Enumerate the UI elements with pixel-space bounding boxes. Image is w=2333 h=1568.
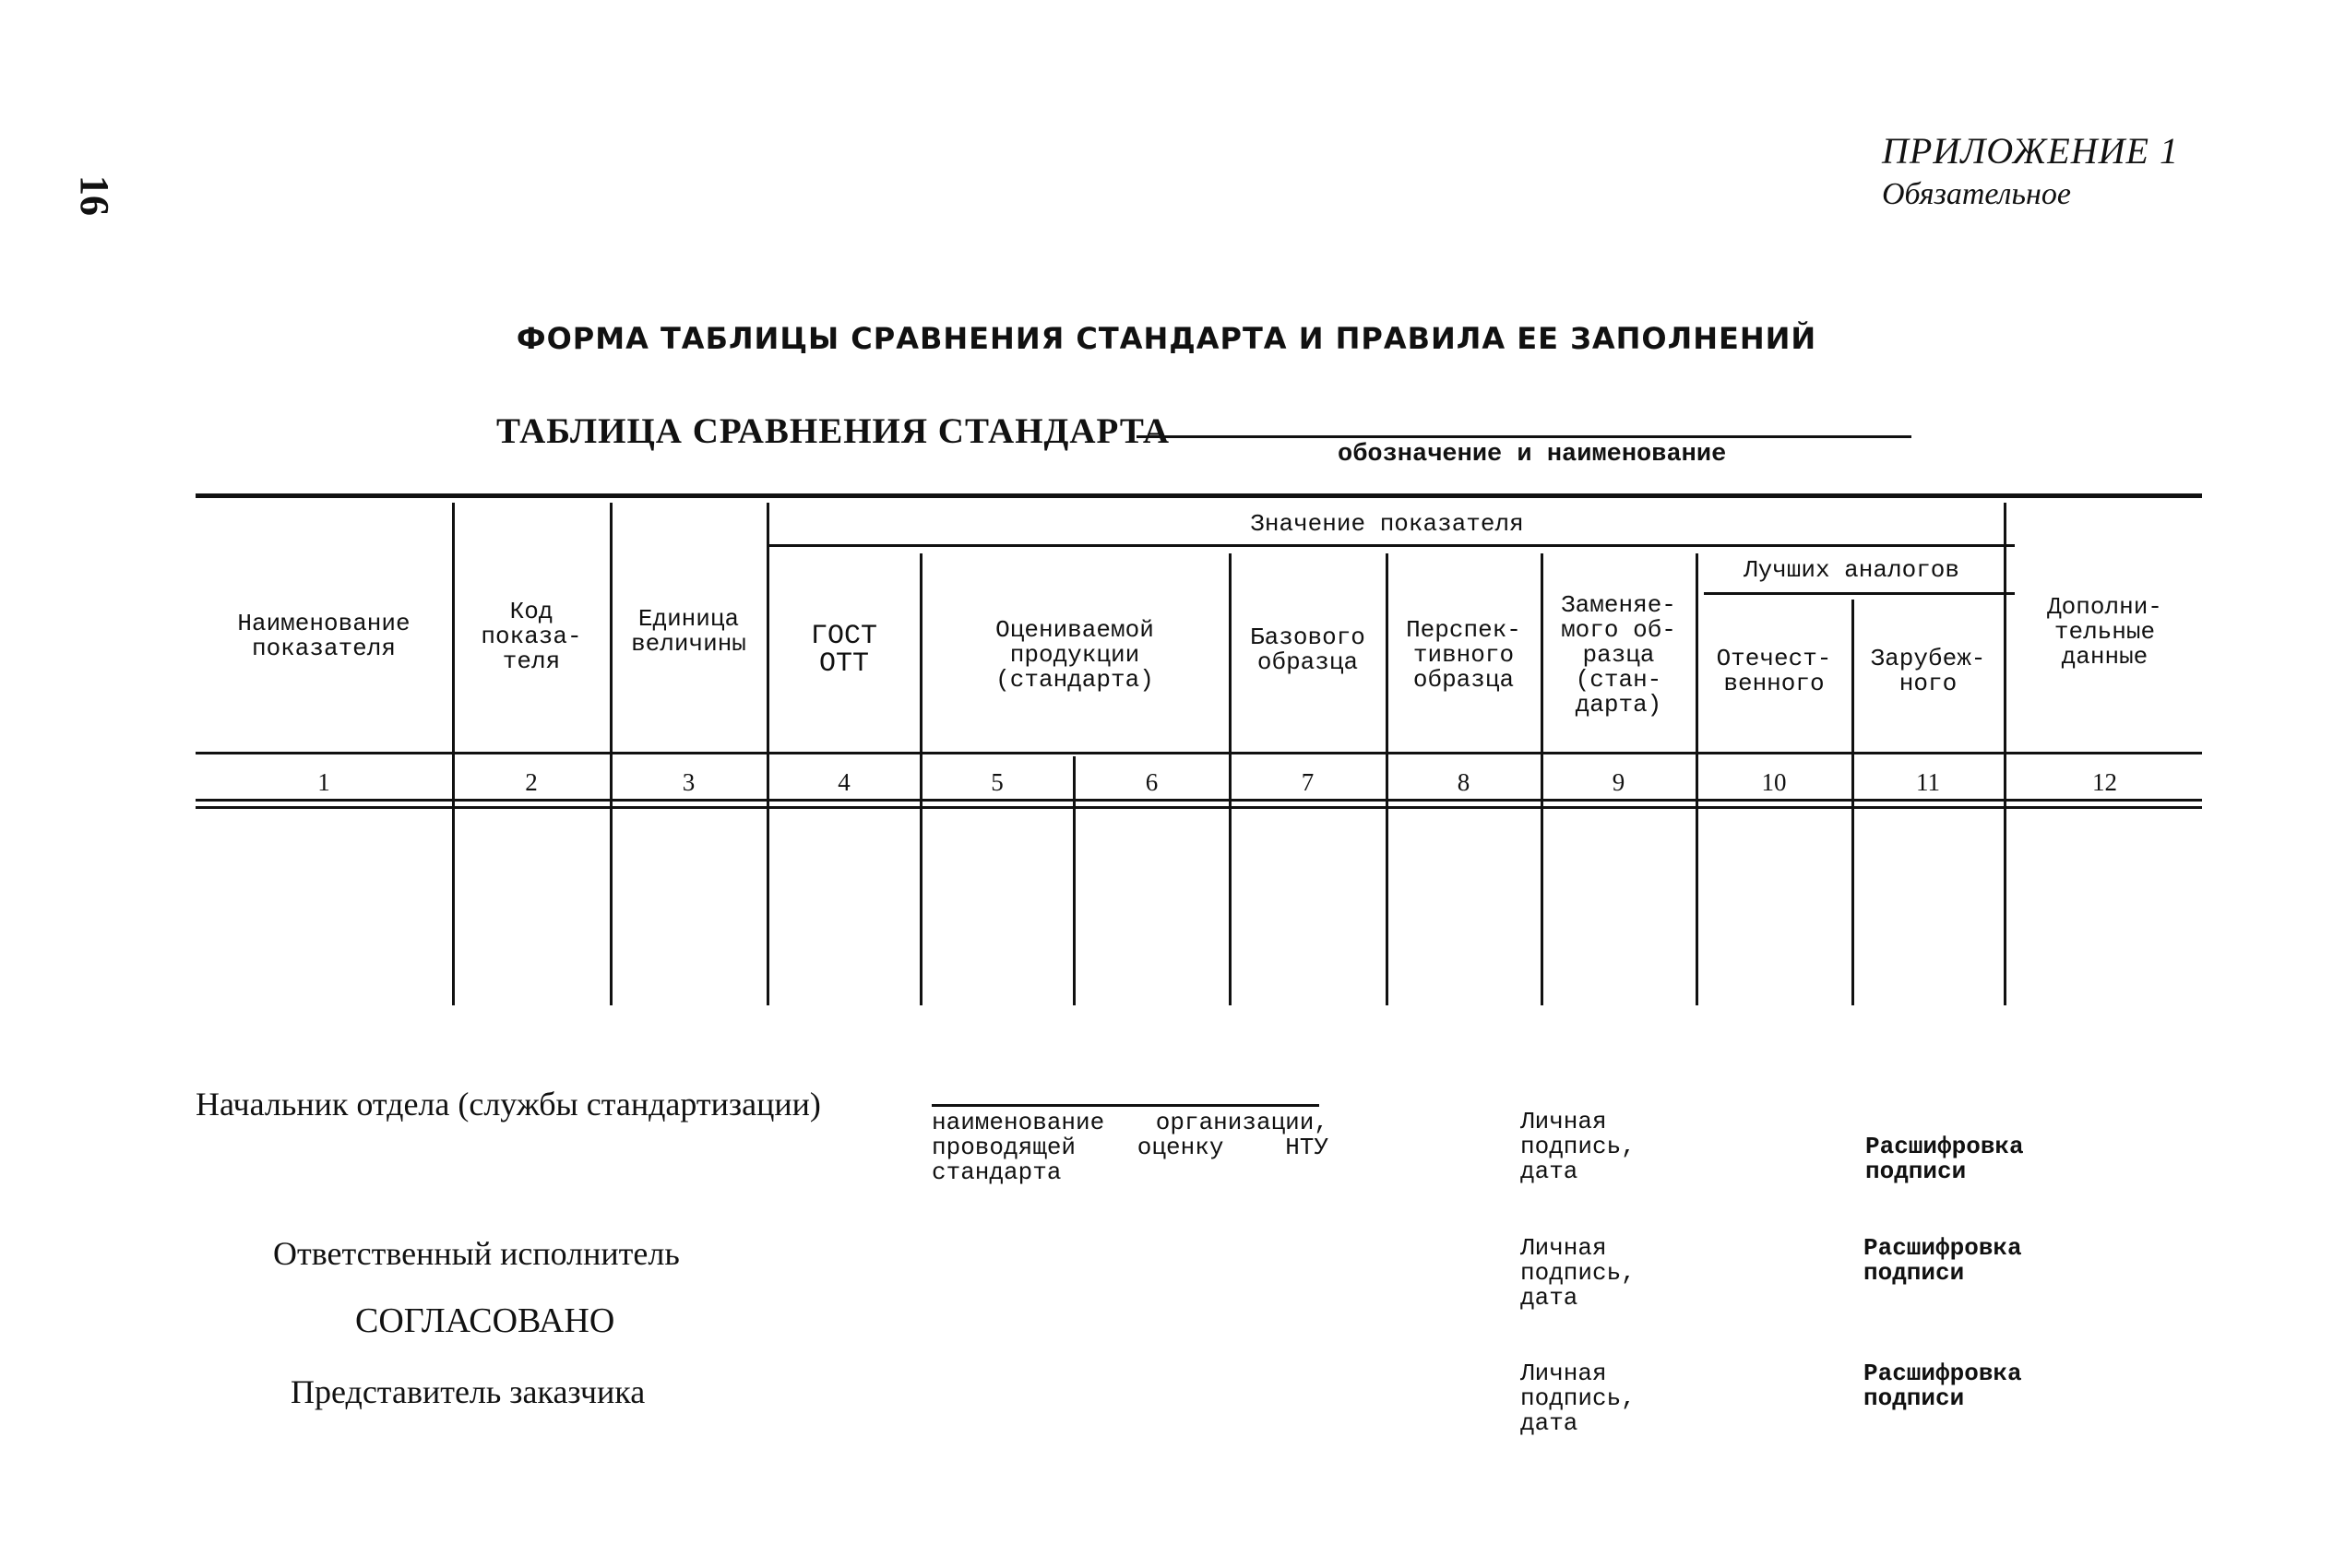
- header-evaluated: Оцениваемой продукции (стандарта): [995, 615, 1154, 694]
- column-number: 2: [525, 768, 538, 796]
- personal-signature-caption: Личная подпись, дата: [1520, 1234, 1636, 1312]
- personal-signature-caption: Личная подпись, дата: [1520, 1360, 1636, 1437]
- form-heading: ФОРМА ТАБЛИЦЫ СРАВНЕНИЯ СТАНДАРТА И ПРАВИЛА ЕЕ ЗАПОЛНЕНИЙ: [516, 321, 1817, 356]
- column-number: 9: [1612, 768, 1625, 796]
- header-replaced: Заменяе- мого об- разца (стан- дарта): [1561, 590, 1676, 719]
- column-number: 7: [1301, 768, 1315, 796]
- table-title: ТАБЛИЦА СРАВНЕНИЯ СТАНДАРТА: [496, 411, 1171, 451]
- signature-decoding-caption: Расшифровка подписи: [1865, 1133, 2024, 1185]
- column-divider: [610, 503, 613, 1005]
- column-divider: [1851, 600, 1854, 1005]
- numbers-double-rule-top: [196, 799, 2202, 802]
- header-indicator-code: Код показа- теля: [481, 597, 582, 675]
- personal-signature-caption: Личная подпись, дата: [1520, 1108, 1636, 1185]
- org-fill-line: [932, 1104, 1319, 1107]
- page-number: 16: [72, 175, 117, 216]
- customer-representative-label: Представитель заказчика: [291, 1373, 646, 1410]
- column-number: 8: [1457, 768, 1470, 796]
- column-number: 1: [317, 768, 330, 796]
- table-title-caption: обозначение и наименование: [1338, 441, 1727, 469]
- signature-decoding-caption: Расшифровка подписи: [1863, 1360, 2022, 1412]
- column-number: 11: [1916, 768, 1940, 796]
- executor-label: Ответственный исполнитель: [273, 1235, 680, 1272]
- value-group-rule: [769, 544, 2015, 547]
- column-number: 4: [838, 768, 851, 796]
- column-number: 6: [1145, 768, 1159, 796]
- column-divider: [1696, 553, 1698, 1005]
- appendix-subtitle: Обязательное: [1882, 177, 2071, 211]
- column-divider: [452, 503, 455, 1005]
- header-domestic: Отечест- венного: [1716, 644, 1832, 697]
- column-divider: [2004, 503, 2006, 1005]
- header-base: Базового образца: [1250, 624, 1365, 676]
- numbers-double-rule-bottom: [196, 806, 2202, 809]
- column-divider: [1541, 553, 1543, 1005]
- agreed-label: СОГЛАСОВАНО: [355, 1301, 615, 1340]
- column-number: 12: [2092, 768, 2117, 796]
- header-bottom-rule: [196, 752, 2202, 754]
- column-divider: [1229, 553, 1232, 1005]
- header-foreign: Зарубеж- ного: [1870, 644, 1986, 697]
- signature-decoding-caption: Расшифровка подписи: [1863, 1234, 2022, 1287]
- column-divider: [767, 503, 769, 1005]
- head-of-department-label: Начальник отдела (службы стандартизации): [196, 1086, 821, 1123]
- header-perspective: Перспек- тивного образца: [1406, 615, 1521, 694]
- column-divider: [1386, 553, 1388, 1005]
- column-divider: [1073, 756, 1076, 1005]
- column-divider: [920, 553, 922, 1005]
- org-caption: наименование организации, проводящей оценку НТУ стандарта: [932, 1109, 1328, 1186]
- header-unit: Единица величины: [631, 605, 746, 658]
- column-number: 10: [1761, 768, 1787, 796]
- table-top-rule: [196, 493, 2202, 498]
- header-indicator-name: Наименование показателя: [237, 610, 411, 662]
- header-value-group: Значение показателя: [1250, 509, 1524, 538]
- header-additional: Дополни- тельные данные: [2047, 592, 2162, 671]
- appendix-title: ПРИЛОЖЕНИЕ 1: [1882, 130, 2179, 172]
- best-group-rule: [1704, 592, 2015, 595]
- header-best-group: Лучших аналогов: [1743, 555, 1960, 584]
- header-gost: ГОСТ ОТТ: [810, 621, 877, 680]
- column-number: 5: [991, 768, 1004, 796]
- title-fill-line: [1137, 435, 1911, 438]
- column-number: 3: [682, 768, 696, 796]
